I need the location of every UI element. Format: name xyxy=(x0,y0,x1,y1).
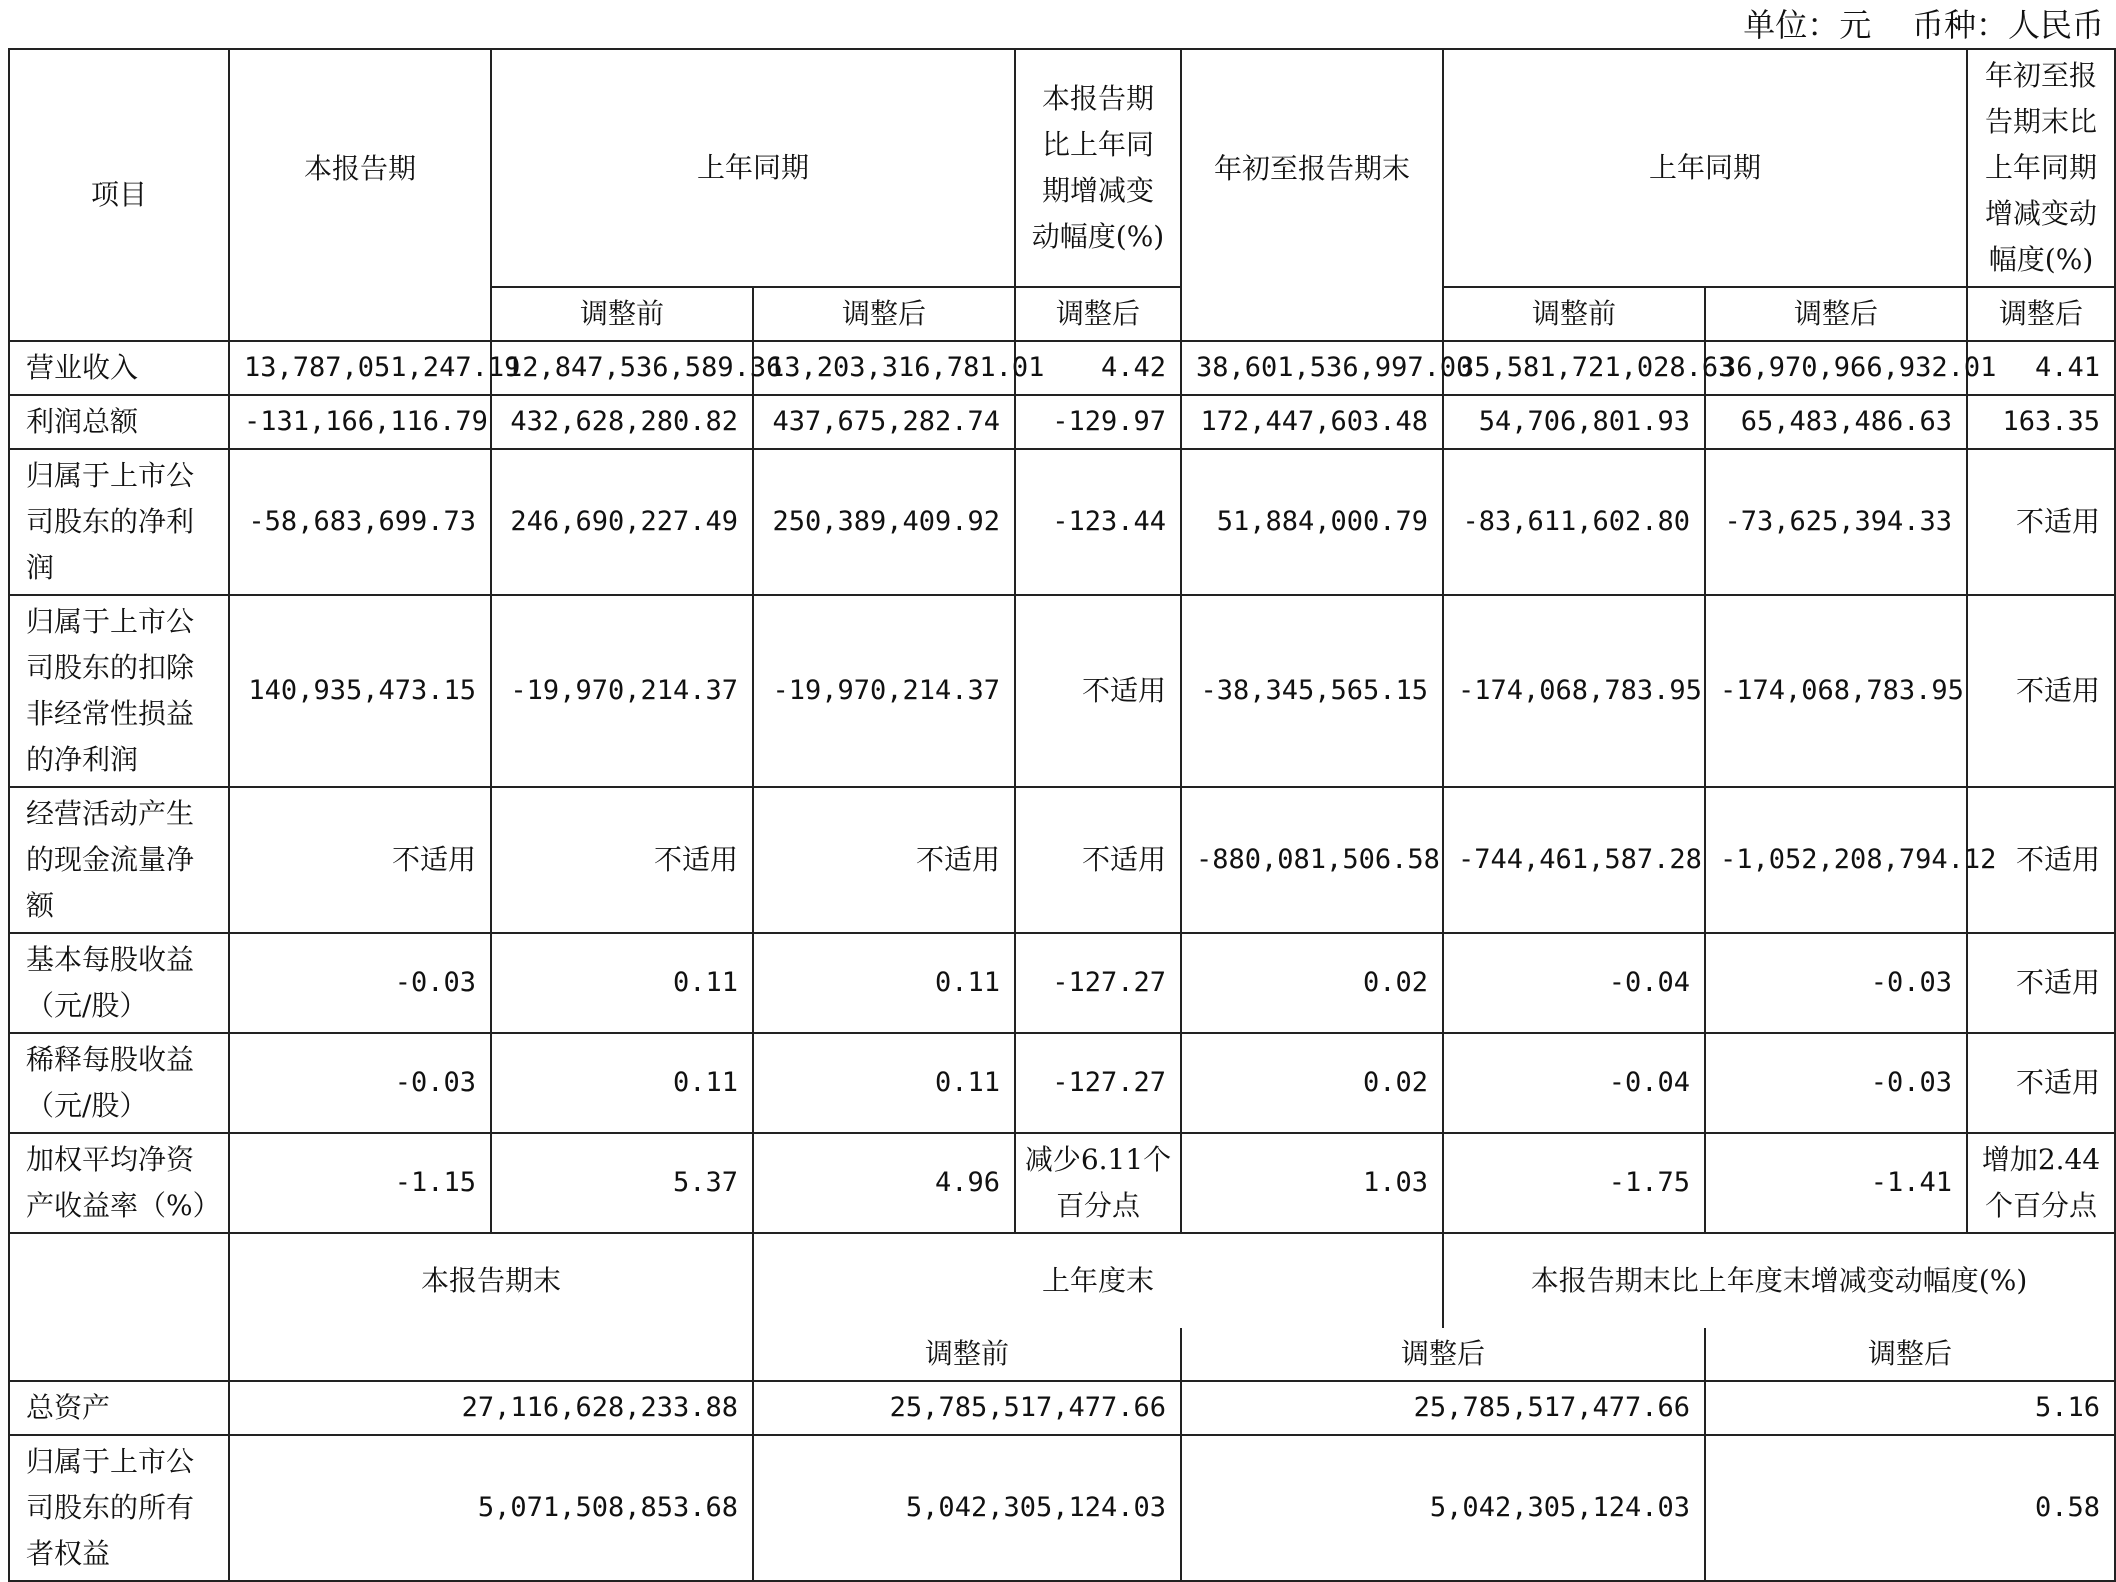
cell-prior-after: 13,203,316,781.01 xyxy=(753,341,1015,395)
header-ytd: 年初至报告期末 xyxy=(1181,49,1443,287)
cell-prior-before: 0.11 xyxy=(491,1033,753,1133)
cell-change: 不适用 xyxy=(1015,595,1181,787)
cell-period-end: 27,116,628,233.88 xyxy=(229,1381,753,1435)
row-label: 基本每股收益（元/股） xyxy=(9,933,229,1033)
table-row xyxy=(9,395,2115,449)
cell-ytd-prior-after: -174,068,783.95 xyxy=(1705,595,1967,787)
cell-ytd-prior-before: -174,068,783.95 xyxy=(1443,595,1705,787)
cell-prior-after: 4.96 xyxy=(753,1133,1015,1233)
cell-ytd-change: 4.41 xyxy=(1967,341,2115,395)
row-label: 营业收入 xyxy=(9,341,229,395)
cell-current: -131,166,116.79 xyxy=(229,395,491,449)
cell-prior-year-after: 5,042,305,124.03 xyxy=(1181,1435,1705,1581)
cell-change: 0.58 xyxy=(1705,1435,2115,1581)
header-after-adjust-change: 调整后 xyxy=(1015,287,1181,341)
cell-ytd-change: 163.35 xyxy=(1967,395,2115,449)
cell-prior-after: 0.11 xyxy=(753,1033,1015,1133)
bottom-header-period-end: 本报告期末 xyxy=(229,1233,753,1328)
cell-prior-before: -19,970,214.37 xyxy=(491,595,753,787)
bottom-header-change: 本报告期末比上年度末增减变动幅度(%) xyxy=(1443,1233,2115,1328)
cell-ytd-prior-before: -0.04 xyxy=(1443,1033,1705,1133)
cell-ytd-prior-after: 65,483,486.63 xyxy=(1705,395,1967,449)
cell-prior-before: 246,690,227.49 xyxy=(491,449,753,595)
cell-ytd-prior-before: -0.04 xyxy=(1443,933,1705,1033)
cell-change: -123.44 xyxy=(1015,449,1181,595)
cell-prior-year-before: 5,042,305,124.03 xyxy=(753,1435,1181,1581)
cell-prior-after: 437,675,282.74 xyxy=(753,395,1015,449)
cell-ytd: -38,345,565.15 xyxy=(1181,595,1443,787)
row-label: 归属于上市公司股东的扣除非经常性损益的净利润 xyxy=(9,595,229,787)
row-label: 经营活动产生的现金流量净额 xyxy=(9,787,229,933)
cell-prior-year-after: 25,785,517,477.66 xyxy=(1181,1381,1705,1435)
header-prior-same-period-ytd: 上年同期 xyxy=(1443,49,1967,287)
header-change-quarter: 本报告期比上年同期增减变动幅度(%) xyxy=(1015,49,1181,287)
bottom-header-after-adjust: 调整后 xyxy=(1181,1328,1705,1381)
cell-change: 4.42 xyxy=(1015,341,1181,395)
cell-current: -0.03 xyxy=(229,1033,491,1133)
cell-prior-before: 12,847,536,589.36 xyxy=(491,341,753,395)
cell-prior-after: -19,970,214.37 xyxy=(753,595,1015,787)
cell-ytd: 0.02 xyxy=(1181,1033,1443,1133)
cell-change: -129.97 xyxy=(1015,395,1181,449)
cell-ytd-prior-after: 36,970,966,932.01 xyxy=(1705,341,1967,395)
row-label: 总资产 xyxy=(9,1381,229,1435)
cell-ytd-prior-after: -0.03 xyxy=(1705,1033,1967,1133)
row-label: 归属于上市公司股东的净利润 xyxy=(9,449,229,595)
table-row xyxy=(9,595,2115,787)
cell-change: 不适用 xyxy=(1015,787,1181,933)
cell-ytd-prior-after: -0.03 xyxy=(1705,933,1967,1033)
unit-currency-line: 单位：元 币种：人民币 xyxy=(1743,6,2104,44)
cell-ytd-prior-before: -83,611,602.80 xyxy=(1443,449,1705,595)
cell-ytd-change: 不适用 xyxy=(1967,787,2115,933)
table-row xyxy=(9,449,2115,595)
bottom-header-period-end-blank xyxy=(229,1328,753,1381)
bottom-header-item-blank-2 xyxy=(9,1328,229,1381)
header-after-adjust: 调整后 xyxy=(753,287,1015,341)
bottom-header-after-adjust-change: 调整后 xyxy=(1705,1328,2115,1381)
header-after-adjust-change-ytd: 调整后 xyxy=(1967,287,2115,341)
cell-prior-before: 不适用 xyxy=(491,787,753,933)
table-row xyxy=(9,1435,2115,1581)
cell-ytd-prior-before: -1.75 xyxy=(1443,1133,1705,1233)
financial-indicators-table xyxy=(8,48,2116,1582)
cell-current: -58,683,699.73 xyxy=(229,449,491,595)
cell-ytd-change: 不适用 xyxy=(1967,1033,2115,1133)
cell-current: -0.03 xyxy=(229,933,491,1033)
table-row xyxy=(9,787,2115,933)
header-current-period: 本报告期 xyxy=(229,49,491,287)
table-row xyxy=(9,1381,2115,1435)
cell-current: 不适用 xyxy=(229,787,491,933)
cell-ytd: -880,081,506.58 xyxy=(1181,787,1443,933)
cell-prior-after: 250,389,409.92 xyxy=(753,449,1015,595)
cell-change: 减少6.11个百分点 xyxy=(1015,1133,1181,1233)
table-row xyxy=(9,1033,2115,1133)
cell-change: -127.27 xyxy=(1015,1033,1181,1133)
cell-prior-year-before: 25,785,517,477.66 xyxy=(753,1381,1181,1435)
cell-ytd: 38,601,536,997.00 xyxy=(1181,341,1443,395)
table-row xyxy=(9,1133,2115,1233)
row-label: 稀释每股收益（元/股） xyxy=(9,1033,229,1133)
cell-ytd-change: 不适用 xyxy=(1967,595,2115,787)
bottom-header-item-blank xyxy=(9,1233,229,1328)
header-change-ytd: 年初至报告期末比上年同期增减变动幅度(%) xyxy=(1967,49,2115,287)
cell-ytd-prior-before: 54,706,801.93 xyxy=(1443,395,1705,449)
table-row xyxy=(9,341,2115,395)
header-ytd-blank xyxy=(1181,287,1443,341)
cell-ytd-prior-after: -73,625,394.33 xyxy=(1705,449,1967,595)
header-after-adjust-ytd: 调整后 xyxy=(1705,287,1967,341)
cell-ytd-prior-after: -1,052,208,794.12 xyxy=(1705,787,1967,933)
cell-prior-before: 0.11 xyxy=(491,933,753,1033)
cell-ytd: 51,884,000.79 xyxy=(1181,449,1443,595)
bottom-header-before-adjust: 调整前 xyxy=(753,1328,1181,1381)
cell-prior-before: 432,628,280.82 xyxy=(491,395,753,449)
cell-change: 5.16 xyxy=(1705,1381,2115,1435)
cell-change: -127.27 xyxy=(1015,933,1181,1033)
cell-prior-after: 不适用 xyxy=(753,787,1015,933)
cell-ytd-change: 不适用 xyxy=(1967,449,2115,595)
row-label: 加权平均净资产收益率（%） xyxy=(9,1133,229,1233)
header-item: 项目 xyxy=(9,49,229,341)
cell-current: 13,787,051,247.19 xyxy=(229,341,491,395)
header-prior-same-period: 上年同期 xyxy=(491,49,1015,287)
cell-prior-after: 0.11 xyxy=(753,933,1015,1033)
cell-ytd: 1.03 xyxy=(1181,1133,1443,1233)
cell-period-end: 5,071,508,853.68 xyxy=(229,1435,753,1581)
header-current-blank xyxy=(229,287,491,341)
cell-prior-before: 5.37 xyxy=(491,1133,753,1233)
bottom-header-prior-year-end: 上年度末 xyxy=(753,1233,1443,1328)
cell-current: -1.15 xyxy=(229,1133,491,1233)
cell-ytd: 0.02 xyxy=(1181,933,1443,1033)
cell-ytd-change: 不适用 xyxy=(1967,933,2115,1033)
cell-current: 140,935,473.15 xyxy=(229,595,491,787)
header-before-adjust: 调整前 xyxy=(491,287,753,341)
row-label: 归属于上市公司股东的所有者权益 xyxy=(9,1435,229,1581)
cell-ytd-prior-before: -744,461,587.28 xyxy=(1443,787,1705,933)
header-before-adjust-ytd: 调整前 xyxy=(1443,287,1705,341)
row-label: 利润总额 xyxy=(9,395,229,449)
cell-ytd-change: 增加2.44个百分点 xyxy=(1967,1133,2115,1233)
table-row xyxy=(9,933,2115,1033)
cell-ytd-prior-before: 35,581,721,028.63 xyxy=(1443,341,1705,395)
cell-ytd-prior-after: -1.41 xyxy=(1705,1133,1967,1233)
cell-ytd: 172,447,603.48 xyxy=(1181,395,1443,449)
